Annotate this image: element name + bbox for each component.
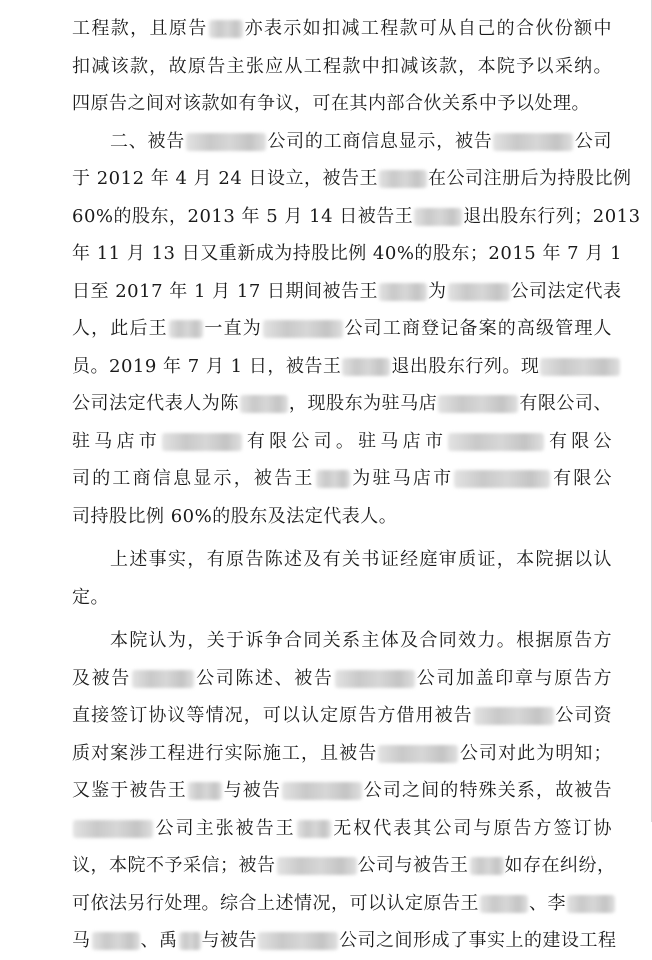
redaction xyxy=(438,395,518,413)
redaction xyxy=(132,670,194,688)
redaction xyxy=(474,707,554,725)
text-line: 马 、禹 与被告 公司之间形成了事实上的建设工程 xyxy=(72,930,617,951)
text-line: 员。2019 年 7 月 1 日，被告王 退出股东行列。现 xyxy=(72,348,612,386)
text-line: 驻马店市 有限公司。驻马店市 有限公 xyxy=(72,430,613,452)
redaction xyxy=(379,283,427,301)
text-line: 司持股比例 60%的股东及法定代表人。 xyxy=(72,505,398,527)
redaction xyxy=(92,932,140,950)
text-line: 年 11 月 13 日又重新成为持股比例 40%的股东；2015 年 7 月 1 xyxy=(72,243,623,264)
text-line: 本院认为，关于诉争合同关系主体及合同效力。根据原告方 xyxy=(110,630,612,651)
text-line: 司的工商信息显示，被告王 为驻马店市 有限公 xyxy=(72,468,613,489)
text-line: 议，本院不予采信；被告 公司与被告王 如存在纠纷， xyxy=(72,855,616,876)
redaction xyxy=(162,433,242,451)
redaction xyxy=(493,133,573,151)
redaction xyxy=(179,932,201,950)
redaction xyxy=(169,320,203,338)
redaction xyxy=(540,358,620,376)
redaction xyxy=(258,932,338,950)
text-line: 工程款，且原告 亦表示如扣减工程款可从自己的合伙份额中 xyxy=(72,18,613,39)
redaction xyxy=(470,857,504,875)
text-line: 于 2012 年 4 月 24 日设立，被告王 在公司注册后为持股比例 xyxy=(72,168,632,189)
text-line: 及被告 公司陈述、被告 公司加盖印章与原告方 xyxy=(72,667,613,689)
text-line: 质对案涉工程进行实际施工，且被告 公司对此为明知； xyxy=(72,742,613,764)
redaction xyxy=(240,395,288,413)
redaction xyxy=(277,857,357,875)
text-line: 直接签订协议等情况，可以认定原告方借用被告 公司资 xyxy=(72,705,612,726)
text-line: 二、被告 公司的工商信息显示，被告 公司 xyxy=(110,130,613,152)
redaction xyxy=(567,895,615,913)
redaction xyxy=(379,170,427,188)
redaction xyxy=(335,670,415,688)
redaction xyxy=(316,470,350,488)
text-line: 公司法定代表人为陈 ，现股东为驻马店 有限公司、 xyxy=(72,393,612,414)
redaction xyxy=(414,208,462,226)
redaction xyxy=(282,782,362,800)
text-line: 日至 2017 年 1 月 17 日期间被告王 为 公司法定代表 xyxy=(72,280,622,302)
text-line: 上述事实，有原告陈述及有关书证经庭审质证，本院据以认 xyxy=(110,549,612,570)
redaction xyxy=(209,20,243,38)
text-line: 四原告之间对该款如有争议，可在其内部合伙关系中予以处理。 xyxy=(72,93,590,114)
document-body xyxy=(72,10,641,960)
text-line: 人，此后王 一直为 公司工商登记备案的高级管理人 xyxy=(72,318,613,339)
redaction xyxy=(188,782,222,800)
redaction xyxy=(448,433,544,451)
redaction xyxy=(448,283,510,301)
redaction xyxy=(73,820,153,838)
text-line: 又鉴于被告王 与被告 公司之间的特殊关系，故被告 xyxy=(72,780,613,801)
redaction xyxy=(480,895,528,913)
text-line: 公司主张被告王 无权代表其公司与原告方签订协 xyxy=(72,810,612,848)
text-line: 扣减该款，故原告主张应从工程款中扣减该款，本院予以采纳。 xyxy=(72,55,612,77)
text-line: 60%的股东，2013 年 5 月 14 日被告王 退出股东行列；2013 xyxy=(72,205,641,227)
redaction xyxy=(263,320,343,338)
redaction xyxy=(342,358,390,376)
redaction xyxy=(378,745,458,763)
redaction xyxy=(186,133,266,151)
text-line: 定。 xyxy=(72,586,109,608)
redaction xyxy=(454,470,550,488)
text-line: 可依法另行处理。综合上述情况，可以认定原告王 、李 xyxy=(72,885,612,923)
redaction xyxy=(297,820,331,838)
